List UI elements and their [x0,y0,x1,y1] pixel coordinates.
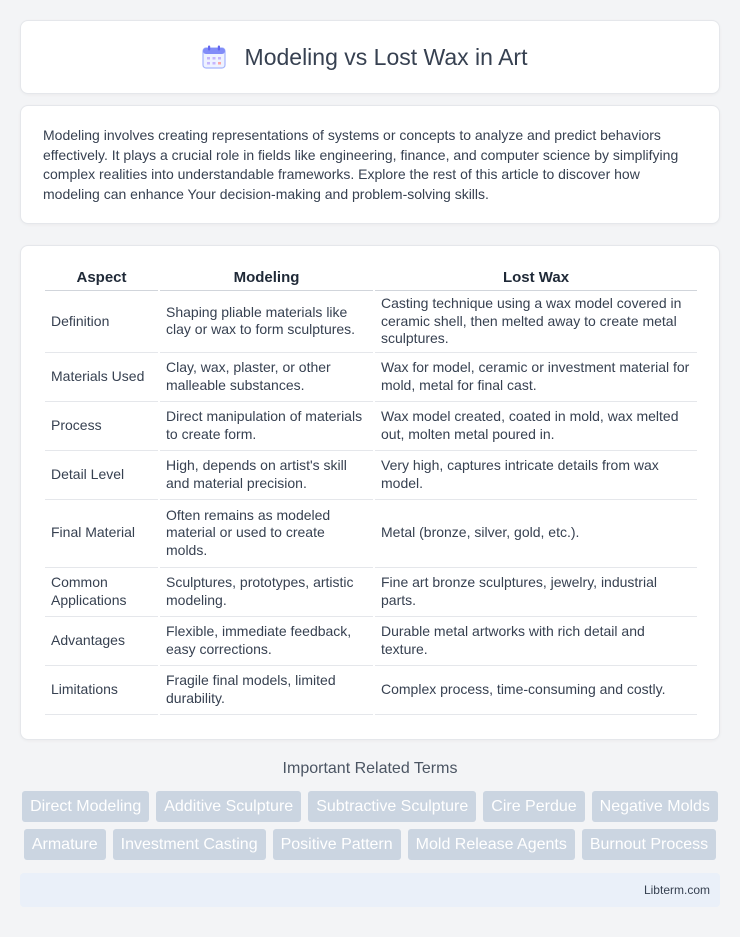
cell-aspect: Advantages [45,617,158,666]
cell-aspect: Materials Used [45,353,158,402]
table-header-row [45,266,697,291]
table-row [45,666,697,715]
tag-subtractive-sculpture[interactable]: Subtractive Sculpture [308,791,476,822]
cell-aspect: Limitations [45,666,158,715]
page-title: Modeling vs Lost Wax in Art [244,43,528,70]
cell-aspect: Process [45,402,158,451]
header-card [20,20,720,94]
cell-lost-wax: Fine art bronze sculptures, jewelry, industrial parts. [375,568,697,617]
cell-aspect: Common Applications [45,568,158,617]
cell-lost-wax: Casting technique using a wax model covered in ceramic shell, then melted away to create metal sculptures. [375,291,697,353]
cell-lost-wax: Complex process, time-consuming and costly. [375,666,697,715]
cell-modeling: High, depends on artist's skill and material precision. [160,451,373,500]
cell-aspect: Final Material [45,500,158,568]
tag-armature[interactable]: Armature [24,829,106,860]
cell-modeling: Direct manipulation of materials to create form. [160,402,373,451]
cell-lost-wax: Wax model created, coated in mold, wax melted out, molten metal poured in. [375,402,697,451]
tag-burnout-process[interactable]: Burnout Process [582,829,716,860]
tag-negative-molds[interactable]: Negative Molds [592,791,718,822]
footer-site-link[interactable]: Libterm.com [643,883,710,897]
cell-lost-wax: Durable metal artworks with rich detail and texture. [375,617,697,666]
cell-modeling: Clay, wax, plaster, or other malleable substances. [160,353,373,402]
tag-investment-casting[interactable]: Investment Casting [113,829,266,860]
comparison-table [43,266,699,715]
table-row [45,568,697,617]
cell-lost-wax: Very high, captures intricate details from wax model. [375,451,697,500]
cell-aspect: Definition [45,291,158,353]
table-row [45,353,697,402]
header-lost-wax: Lost Wax [375,266,697,291]
table-row [45,617,697,666]
table-row [45,291,697,353]
footer [20,873,720,907]
related-terms-title: Important Related Terms [282,760,458,777]
header-aspect: Aspect [45,266,158,291]
tag-positive-pattern[interactable]: Positive Pattern [273,829,401,860]
table-row [45,451,697,500]
tag-additive-sculpture[interactable]: Additive Sculpture [156,791,301,822]
intro-card [20,105,720,224]
cell-modeling: Often remains as modeled material or used to create molds. [160,500,373,568]
related-terms-list [20,791,720,860]
intro-text: Modeling involves creating representations of systems or concepts to analyze and predict behaviors effectively. It plays a crucial role in fields like engineering, finance, and computer science by simplifying complex realities into understandable frameworks. Explore the rest of this article to discover how modeling can enhance Your decision-making and problem-solving skills. [43,127,679,202]
cell-lost-wax: Wax for model, ceramic or investment material for mold, metal for final cast. [375,353,697,402]
cell-modeling: Shaping pliable materials like clay or wax to form sculptures. [160,291,373,353]
cell-modeling: Fragile final models, limited durability. [160,666,373,715]
table-row [45,500,697,568]
table-row [45,402,697,451]
tag-mold-release-agents[interactable]: Mold Release Agents [408,829,575,860]
cell-modeling: Flexible, immediate feedback, easy corrections. [160,617,373,666]
cell-aspect: Detail Level [45,451,158,500]
tag-direct-modeling[interactable]: Direct Modeling [22,791,149,822]
cell-modeling: Sculptures, prototypes, artistic modeling. [160,568,373,617]
header-modeling: Modeling [160,266,373,291]
tag-cire-perdue[interactable]: Cire Perdue [483,791,584,822]
cell-lost-wax: Metal (bronze, silver, gold, etc.). [375,500,697,568]
calendar-icon [201,44,227,70]
comparison-card [20,245,720,740]
